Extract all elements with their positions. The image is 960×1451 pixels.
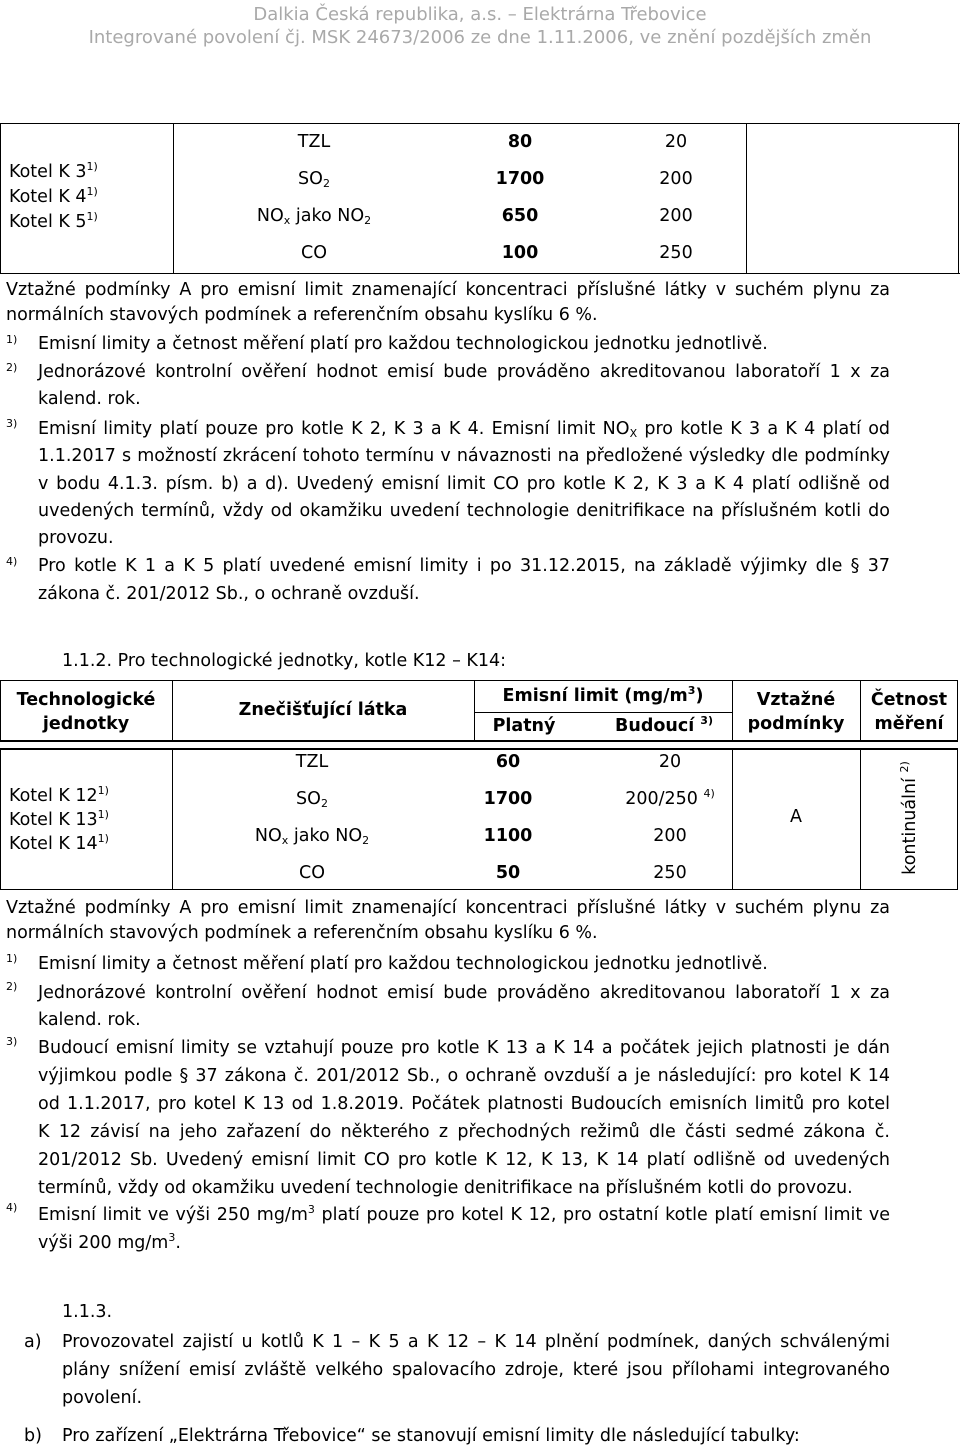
header-valid: Platný xyxy=(492,716,556,736)
reference-conditions-text: Vztažné podmínky A pro emisní limit znamenající koncentraci příslušné látky v suchém plynu za xyxy=(6,898,890,918)
footnote-1: Emisní limity a četnost měření platí pro každou technologickou jednotku jednotlivě. xyxy=(38,334,768,354)
footnote-3: Emisní limity platí pouze pro kotle K 2, K 3 a K 4. Emisní limit $NO_X$ pro kotle K 3 a K 4 platí od xyxy=(38,419,891,440)
footnote-2: Jednorázové kontrolní ověření hodnot emisí bude prováděno akreditovanou laboratoří 1 x za xyxy=(38,983,890,1003)
section-heading-1-1-2: 1.1.2. Pro technologické jednotky, kotle K12 – K14: xyxy=(62,651,507,671)
header-frequency: Četnost měření xyxy=(870,690,948,734)
header-future: Budoucí $^{3)}$ xyxy=(615,714,713,736)
footnote-3: Budoucí emisní limity se vztahují pouze pro kotle K 13 a K 14 a počátek jejich platnosti je dán xyxy=(38,1038,890,1058)
unit-k3: Kotel K 3$^{1)}$ xyxy=(9,160,98,182)
unit-list xyxy=(9,784,109,856)
measurement-frequency: kontinuální $^{2)}$ xyxy=(898,761,920,875)
unit-k13: Kotel K 13$^{1)}$ xyxy=(9,808,109,830)
header-units: Technologické jednotky xyxy=(16,690,156,734)
section-heading-1-1-3: 1.1.3. xyxy=(62,1302,113,1322)
item-a-text: Provozovatel zajistí u kotlů K 1 – K 5 a K 12 – K 14 plnění podmínek, daných schválenými xyxy=(62,1332,890,1352)
unit-k12: Kotel K 12$^{1)}$ xyxy=(9,784,109,806)
item-b-label: b) xyxy=(24,1426,42,1446)
document-header-permit: Integrované povolení čj. MSK 24673/2006 ze dne 1.11.2006, ve znění pozdějších změn xyxy=(88,27,872,48)
reference-condition-value: A xyxy=(790,807,802,827)
footnote-4: Pro kotle K 1 a K 5 platí uvedené emisní limity i po 31.12.2015, na základě výjimky dle § 37 xyxy=(38,556,890,576)
unit-list xyxy=(9,160,98,235)
item-a-label: a) xyxy=(24,1332,42,1352)
header-pollutant: Znečišťující látka xyxy=(238,700,408,720)
unit-k14: Kotel K 14$^{1)}$ xyxy=(9,832,109,854)
footnote-2: Jednorázové kontrolní ověření hodnot emisí bude prováděno akreditovanou laboratoří 1 x za xyxy=(38,362,890,382)
header-conditions: Vztažné podmínky xyxy=(747,690,845,734)
footnote-1: Emisní limity a četnost měření platí pro každou technologickou jednotku jednotlivě. xyxy=(38,954,768,974)
unit-k5: Kotel K 5$^{1)}$ xyxy=(9,210,98,232)
item-b-text: Pro zařízení „Elektrárna Třebovice“ se stanovují emisní limity dle následující tabulky: xyxy=(62,1426,800,1446)
document-header-company: Dalkia Česká republika, a.s. – Elektrárna Třebovice xyxy=(253,4,707,25)
footnote-4: Emisní limit ve výši 250 $mg/m^3$ platí pouze pro kotel K 12, pro ostatní kotle platí emisní limit ve xyxy=(38,1203,890,1225)
unit-k4: Kotel K 4$^{1)}$ xyxy=(9,185,98,207)
header-emission-limit: Emisní limit $(mg/m^3)$ xyxy=(502,684,704,706)
reference-conditions-text: Vztažné podmínky A pro emisní limit znamenající koncentraci příslušné látky v suchém plynu za xyxy=(6,280,890,300)
